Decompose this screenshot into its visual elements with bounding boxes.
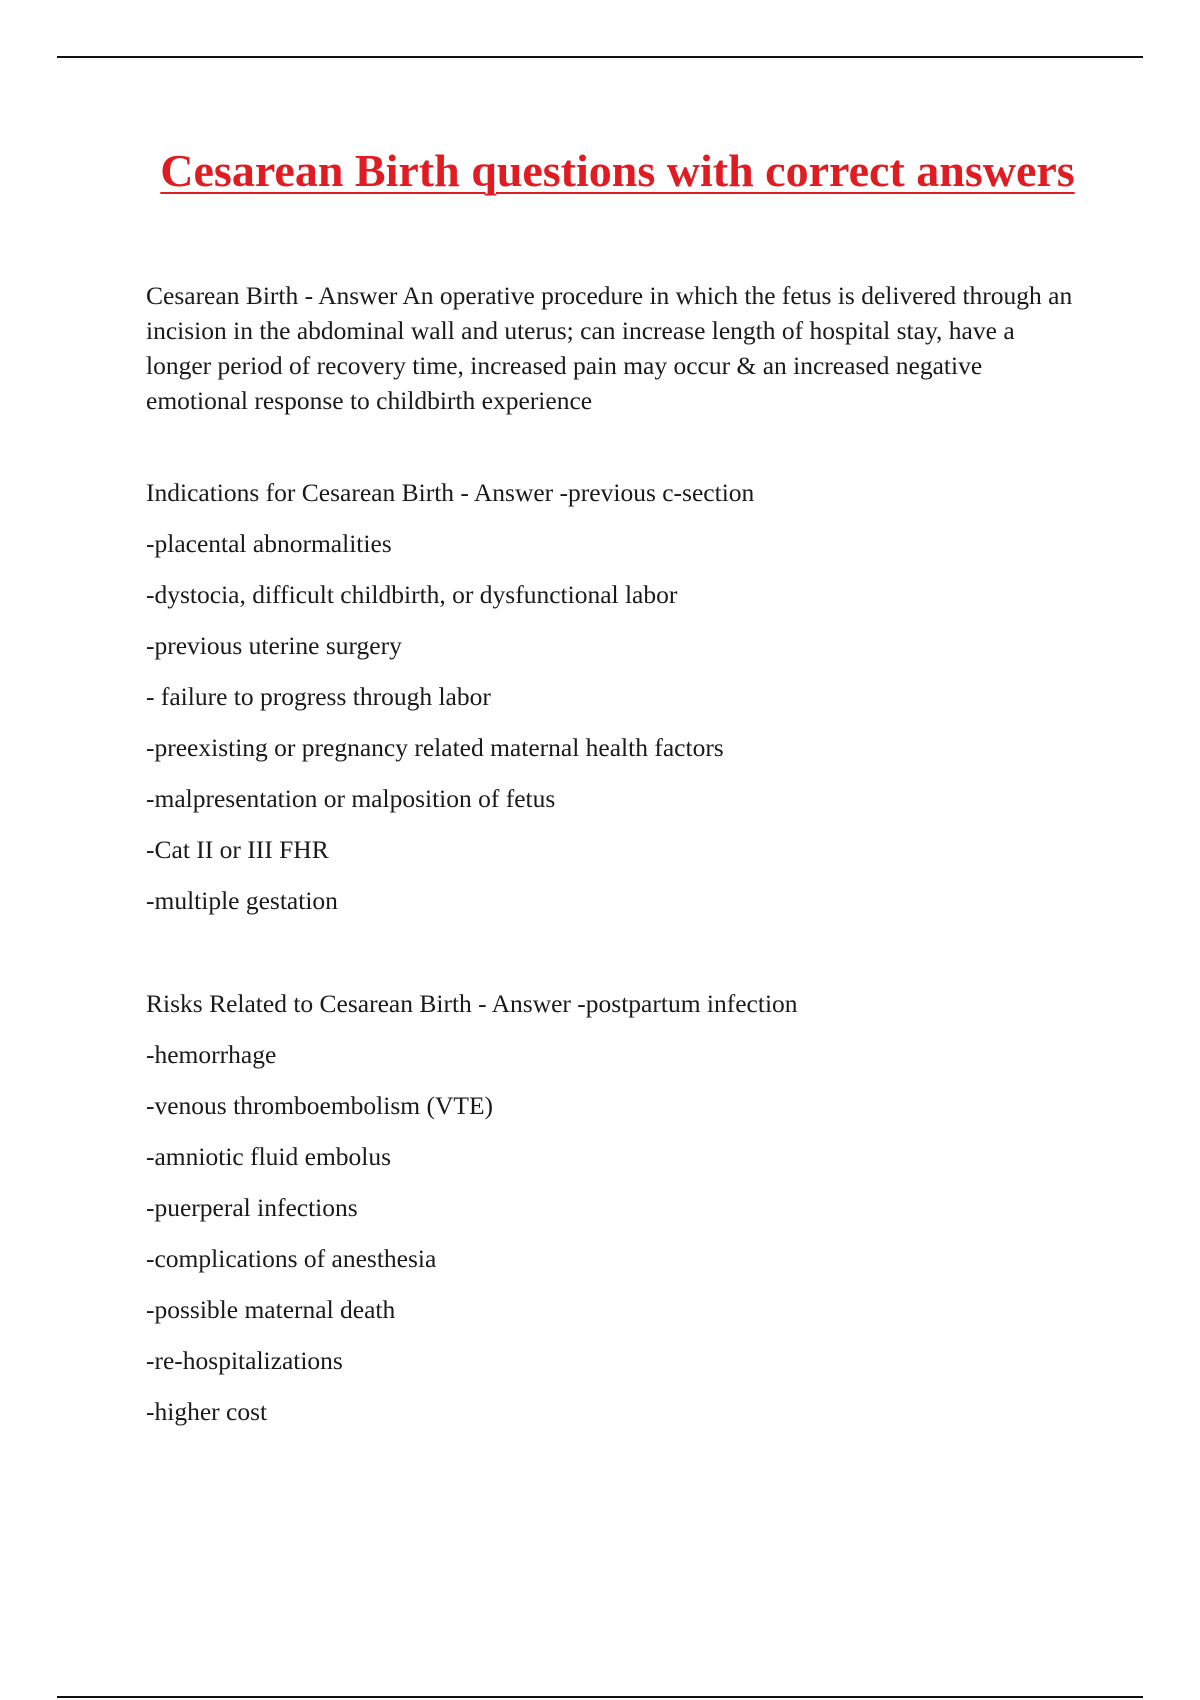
risks-line: -possible maternal death (146, 1295, 396, 1324)
intro-paragraph: Cesarean Birth - Answer An operative procedure in which the fetus is delivered through an incision in the abdominal wall and uterus; can increase length of hospital stay, have a longer period of recovery time, increased pain may occur & an increased negative emotional response to childbirth experience (146, 281, 1073, 415)
risks-line: -complications of anesthesia (146, 1244, 437, 1273)
footer-rule (57, 1696, 1143, 1698)
indications-line: -dystocia, difficult childbirth, or dysfunctional labor (146, 580, 678, 609)
indications-line: -Cat II or III FHR (146, 835, 329, 864)
document-body (146, 278, 1086, 1448)
indications-line: -previous uterine surgery (146, 631, 402, 660)
risks-line: Risks Related to Cesarean Birth - Answer -postpartum infection (146, 989, 798, 1018)
risks-line: -venous thromboembolism (VTE) (146, 1091, 494, 1120)
risks-line: -amniotic fluid embolus (146, 1142, 392, 1171)
indications-line: -preexisting or pregnancy related maternal health factors (146, 733, 724, 762)
risks-line: -higher cost (146, 1397, 268, 1426)
indications-section (146, 478, 1086, 937)
risks-section (146, 989, 1086, 1448)
document-title: Cesarean Birth questions with correct answers (160, 145, 1075, 196)
indications-line: - failure to progress through labor (146, 682, 491, 711)
indications-line: -multiple gestation (146, 886, 338, 915)
indications-line: -malpresentation or malposition of fetus (146, 784, 556, 813)
risks-line: -hemorrhage (146, 1040, 277, 1069)
indications-line: -placental abnormalities (146, 529, 392, 558)
risks-line: -re-hospitalizations (146, 1346, 343, 1375)
risks-line: -puerperal infections (146, 1193, 358, 1222)
header-rule (57, 56, 1143, 58)
indications-line: Indications for Cesarean Birth - Answer -previous c-section (146, 478, 755, 507)
